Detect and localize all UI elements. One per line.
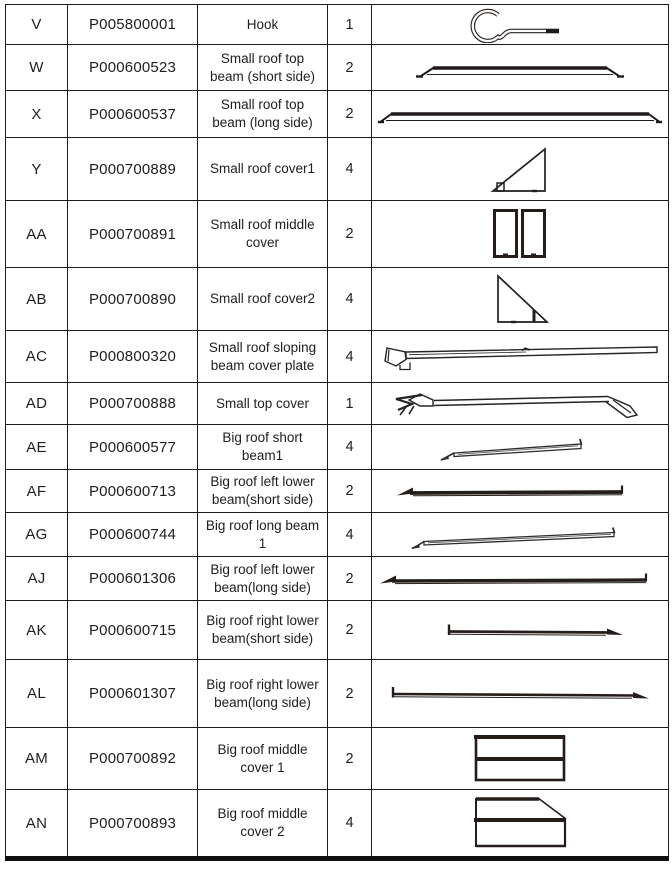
table-row (6, 790, 669, 859)
part-code: AJ (6, 557, 68, 601)
part-code: AK (6, 601, 68, 660)
table-row (6, 470, 669, 513)
part-description: Small top cover (198, 383, 328, 425)
part-description: Small roof cover2 (198, 268, 328, 331)
table-row (6, 425, 669, 470)
part-qty: 4 (328, 331, 372, 383)
part-description: Big roof left lower beam(long side) (198, 557, 328, 601)
parts-table (5, 4, 669, 861)
part-illustration-cell (372, 557, 669, 601)
part-illustration-cell (372, 383, 669, 425)
left-triangle-panel-icon (489, 271, 551, 327)
table-row (6, 728, 669, 790)
part-description: Big roof right lower beam(short side) (198, 601, 328, 660)
right-arrow-beam-long-icon (376, 682, 664, 706)
part-code: AA (6, 201, 68, 268)
hook-icon (445, 7, 595, 43)
part-qty: 2 (328, 201, 372, 268)
part-description: Big roof right lower beam(long side) (198, 660, 328, 728)
table-row (6, 513, 669, 557)
part-number: P000700888 (68, 383, 198, 425)
part-description: Big roof long beam 1 (198, 513, 328, 557)
part-number: P000600577 (68, 425, 198, 470)
part-illustration-cell (372, 790, 669, 859)
part-qty: 2 (328, 728, 372, 790)
part-illustration-cell (372, 45, 669, 91)
part-number: P000800320 (68, 331, 198, 383)
part-code: W (6, 45, 68, 91)
sloping-cover-plate-icon (376, 339, 664, 375)
part-description: Small roof top beam (long side) (198, 91, 328, 138)
table-row (6, 5, 669, 45)
part-description: Small roof sloping beam cover plate (198, 331, 328, 383)
part-illustration-cell (372, 470, 669, 513)
split-rectangle-clipped-panel-icon (459, 792, 581, 854)
part-illustration-cell (372, 425, 669, 470)
right-arrow-beam-short-icon (376, 619, 664, 641)
table-row (6, 268, 669, 331)
part-code: AD (6, 383, 68, 425)
part-description: Big roof short beam1 (198, 425, 328, 470)
part-qty: 2 (328, 470, 372, 513)
part-number: P000601306 (68, 557, 198, 601)
inclined-beam-short-icon (376, 432, 664, 462)
part-qty: 2 (328, 660, 372, 728)
table-row (6, 45, 669, 91)
part-number: P000600744 (68, 513, 198, 557)
inclined-beam-long-icon (376, 521, 664, 549)
part-code: Y (6, 138, 68, 201)
part-code: AN (6, 790, 68, 859)
right-triangle-panel-icon (488, 142, 552, 196)
part-qty: 4 (328, 268, 372, 331)
part-illustration-cell (372, 138, 669, 201)
part-qty: 1 (328, 383, 372, 425)
table-row (6, 138, 669, 201)
part-description: Small roof middle cover (198, 201, 328, 268)
part-illustration-cell (372, 660, 669, 728)
part-description: Big roof middle cover 2 (198, 790, 328, 859)
part-illustration-cell (372, 331, 669, 383)
part-qty: 4 (328, 425, 372, 470)
part-number: P000700893 (68, 790, 198, 859)
table-row (6, 601, 669, 660)
flanged-beam-long-icon (377, 101, 663, 127)
table-row (6, 91, 669, 138)
part-illustration-cell (372, 268, 669, 331)
part-description: Big roof middle cover 1 (198, 728, 328, 790)
part-number: P005800001 (68, 5, 198, 45)
part-qty: 2 (328, 557, 372, 601)
part-qty: 4 (328, 513, 372, 557)
part-code: X (6, 91, 68, 138)
part-number: P000700890 (68, 268, 198, 331)
part-description: Small roof cover1 (198, 138, 328, 201)
part-illustration-cell (372, 201, 669, 268)
table-row (6, 331, 669, 383)
part-number: P000600523 (68, 45, 198, 91)
table-row (6, 201, 669, 268)
part-description: Hook (198, 5, 328, 45)
part-illustration-cell (372, 91, 669, 138)
part-number: P000600715 (68, 601, 198, 660)
part-qty: 2 (328, 601, 372, 660)
double-rectangle-panel-icon (489, 206, 551, 262)
part-number: P000700892 (68, 728, 198, 790)
part-code: AL (6, 660, 68, 728)
part-qty: 2 (328, 91, 372, 138)
part-number: P000700889 (68, 138, 198, 201)
part-description: Small roof top beam (short side) (198, 45, 328, 91)
part-code: AB (6, 268, 68, 331)
part-number: P000600537 (68, 91, 198, 138)
part-illustration-cell (372, 513, 669, 557)
part-illustration-cell (372, 728, 669, 790)
part-code: AE (6, 425, 68, 470)
part-code: AC (6, 331, 68, 383)
split-rectangle-panel-icon (459, 730, 581, 788)
part-qty: 4 (328, 138, 372, 201)
part-qty: 1 (328, 5, 372, 45)
part-illustration-cell (372, 5, 669, 45)
part-code: AF (6, 470, 68, 513)
left-arrow-beam-short-icon (376, 480, 664, 502)
part-qty: 4 (328, 790, 372, 859)
top-cover-bar-icon (376, 385, 664, 423)
part-number: P000601307 (68, 660, 198, 728)
flanged-beam-short-icon (405, 55, 635, 81)
part-description: Big roof left lower beam(short side) (198, 470, 328, 513)
table-row (6, 557, 669, 601)
part-number: P000700891 (68, 201, 198, 268)
left-arrow-beam-long-icon (376, 568, 664, 590)
part-code: AG (6, 513, 68, 557)
part-qty: 2 (328, 45, 372, 91)
table-row (6, 660, 669, 728)
table-row (6, 383, 669, 425)
part-code: V (6, 5, 68, 45)
part-code: AM (6, 728, 68, 790)
part-number: P000600713 (68, 470, 198, 513)
part-illustration-cell (372, 601, 669, 660)
